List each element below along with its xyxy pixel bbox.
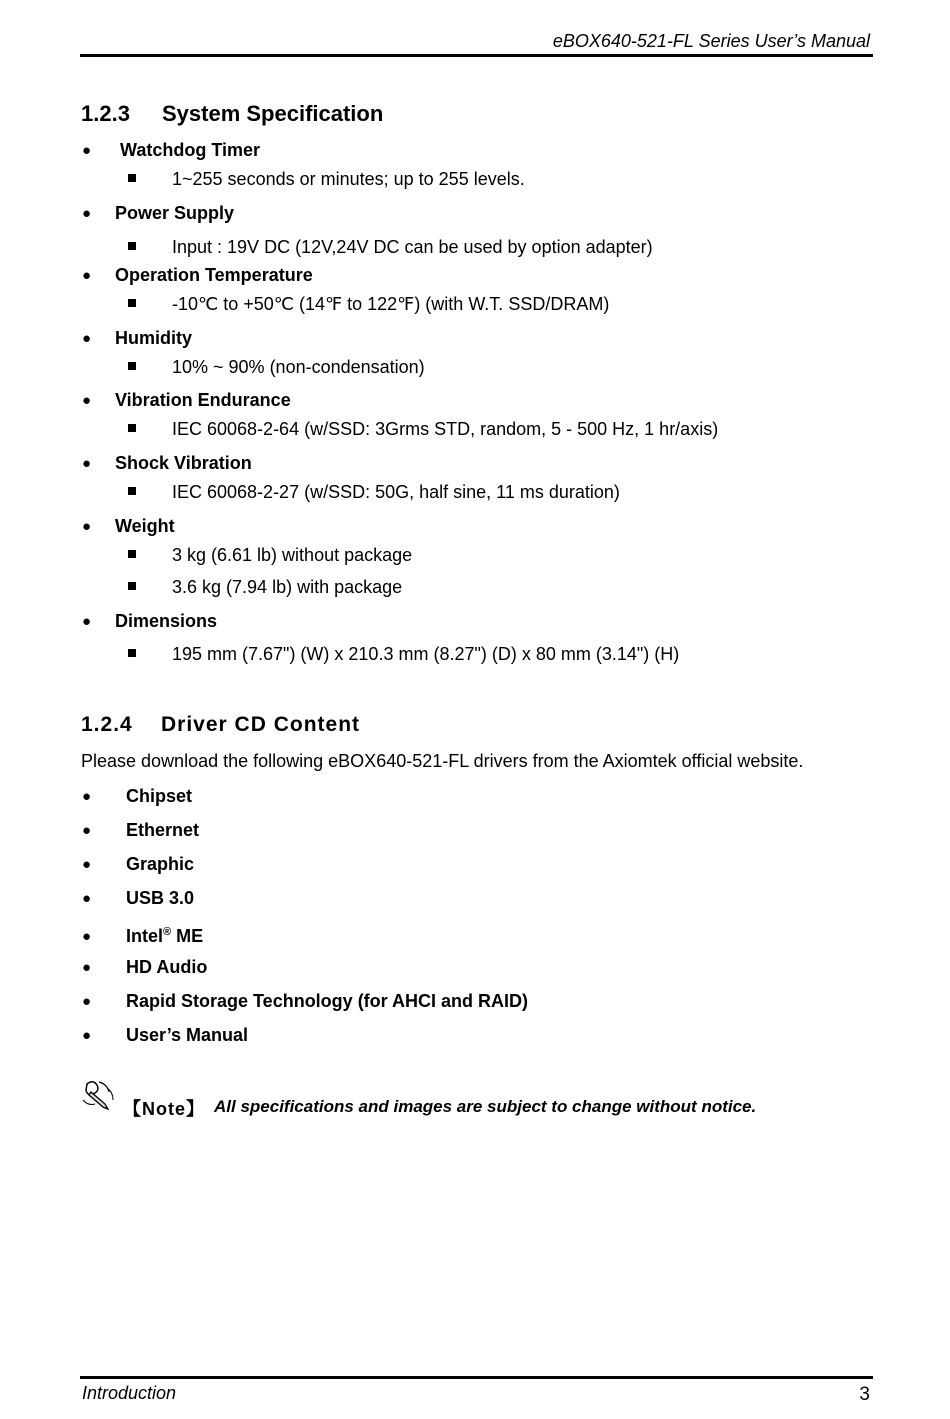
spec-detail-text: 10% ~ 90% (non-condensation) — [172, 357, 425, 377]
spec-label: Dimensions — [115, 611, 218, 631]
footer-divider — [80, 1376, 873, 1379]
driver-label: Ethernet — [126, 820, 200, 840]
driver-item — [82, 785, 192, 808]
spec-detail — [128, 236, 653, 258]
driver-label-main: Intel — [126, 926, 164, 946]
square-bullet-icon — [128, 299, 136, 307]
bullet-dot-icon: ● — [82, 142, 92, 159]
bullet-dot-icon: ● — [82, 518, 92, 535]
spec-item — [82, 264, 313, 287]
driver-item — [82, 853, 194, 876]
spec-label: Operation Temperature — [115, 265, 313, 285]
driver-item — [82, 819, 199, 842]
spec-item — [82, 515, 175, 538]
driver-intro-text: Please download the following eBOX640-521-FL drivers from the Axiomtek official website. — [81, 751, 804, 771]
bullet-dot-icon: ● — [82, 205, 92, 222]
driver-item — [82, 921, 203, 948]
driver-label-suffix: ME — [171, 926, 204, 946]
spec-detail-text: 3.6 kg (7.94 lb) with package — [172, 577, 403, 597]
bullet-dot-icon: ● — [82, 993, 92, 1010]
spec-detail-text: 1~255 seconds or minutes; up to 255 levels. — [172, 169, 525, 189]
driver-label: USB 3.0 — [126, 888, 195, 908]
driver-item — [82, 887, 194, 910]
bullet-dot-icon: ● — [82, 330, 92, 347]
header-divider — [80, 54, 873, 57]
spec-detail — [128, 418, 718, 440]
spec-item — [82, 327, 192, 350]
section-title: Driver CD Content — [161, 713, 361, 736]
pen-note-icon — [81, 1078, 119, 1112]
bullet-dot-icon: ● — [82, 267, 92, 284]
driver-label: Graphic — [126, 854, 195, 874]
spec-label: Humidity — [115, 328, 193, 348]
note-text: All specifications and images are subject to change without notice. — [214, 1097, 757, 1116]
spec-detail-text: -10℃ to +50℃ (14℉ to 122℉) (with W.T. SSD/DRAM) — [172, 294, 610, 314]
bullet-dot-icon: ● — [82, 455, 92, 472]
note-label: 【Note】 — [123, 1099, 205, 1119]
bullet-dot-icon: ● — [82, 928, 92, 945]
bullet-dot-icon: ● — [82, 890, 92, 907]
square-bullet-icon — [128, 487, 136, 495]
section-title: System Specification — [162, 101, 384, 126]
spec-label: Power Supply — [115, 203, 235, 223]
page-number: 3 — [859, 1384, 870, 1405]
square-bullet-icon — [128, 424, 136, 432]
square-bullet-icon — [128, 242, 136, 250]
square-bullet-icon — [128, 550, 136, 558]
spec-label: Shock Vibration — [115, 453, 252, 473]
bullet-dot-icon: ● — [82, 1027, 92, 1044]
square-bullet-icon — [128, 362, 136, 370]
bullet-dot-icon: ● — [82, 788, 92, 805]
section-number: 1.2.4 — [81, 713, 133, 736]
driver-label-intel-me — [126, 926, 203, 946]
section-heading-system-specification — [81, 101, 383, 127]
bullet-dot-icon: ● — [82, 613, 92, 630]
driver-item — [82, 990, 528, 1013]
spec-detail-text: Input : 19V DC (12V,24V DC can be used by option adapter) — [172, 237, 653, 257]
driver-label: HD Audio — [126, 957, 208, 977]
spec-detail-text: 3 kg (6.61 lb) without package — [172, 545, 413, 565]
spec-item — [82, 139, 260, 162]
driver-label: Chipset — [126, 786, 193, 806]
bullet-dot-icon: ● — [82, 959, 92, 976]
spec-item — [82, 389, 291, 412]
spec-detail-text: 195 mm (7.67") (W) x 210.3 mm (8.27") (D) x 80 mm (3.14") (H) — [172, 644, 680, 664]
square-bullet-icon — [128, 582, 136, 590]
bullet-dot-icon: ● — [82, 856, 92, 873]
footer-section-name: Introduction — [82, 1383, 177, 1403]
bullet-dot-icon: ● — [82, 392, 92, 409]
registered-mark: ® — [163, 926, 172, 938]
spec-detail — [128, 576, 402, 598]
spec-detail — [128, 356, 425, 378]
spec-detail — [128, 643, 679, 665]
spec-label: Watchdog Timer — [120, 140, 261, 160]
spec-item — [82, 610, 217, 633]
spec-detail — [128, 293, 609, 315]
driver-label: Rapid Storage Technology (for AHCI and RAID) — [126, 991, 529, 1011]
spec-item — [82, 452, 252, 475]
spec-detail — [128, 544, 412, 566]
square-bullet-icon — [128, 174, 136, 182]
spec-detail — [128, 481, 620, 503]
spec-item — [82, 202, 234, 225]
spec-detail-text: IEC 60068-2-27 (w/SSD: 50G, half sine, 11 ms duration) — [172, 482, 620, 502]
document-header-title: eBOX640-521-FL Series User’s Manual — [552, 31, 870, 51]
driver-item — [82, 1024, 248, 1047]
driver-item — [82, 956, 207, 979]
spec-label: Vibration Endurance — [115, 390, 291, 410]
spec-detail-text: IEC 60068-2-64 (w/SSD: 3Grms STD, random, 5 - 500 Hz, 1 hr/axis) — [172, 419, 719, 439]
driver-label: User’s Manual — [126, 1025, 249, 1045]
section-number: 1.2.3 — [81, 101, 130, 126]
bullet-dot-icon: ● — [82, 822, 92, 839]
spec-detail — [128, 168, 525, 190]
spec-label: Weight — [115, 516, 175, 536]
square-bullet-icon — [128, 649, 136, 657]
section-heading-driver-cd-content — [81, 713, 360, 737]
